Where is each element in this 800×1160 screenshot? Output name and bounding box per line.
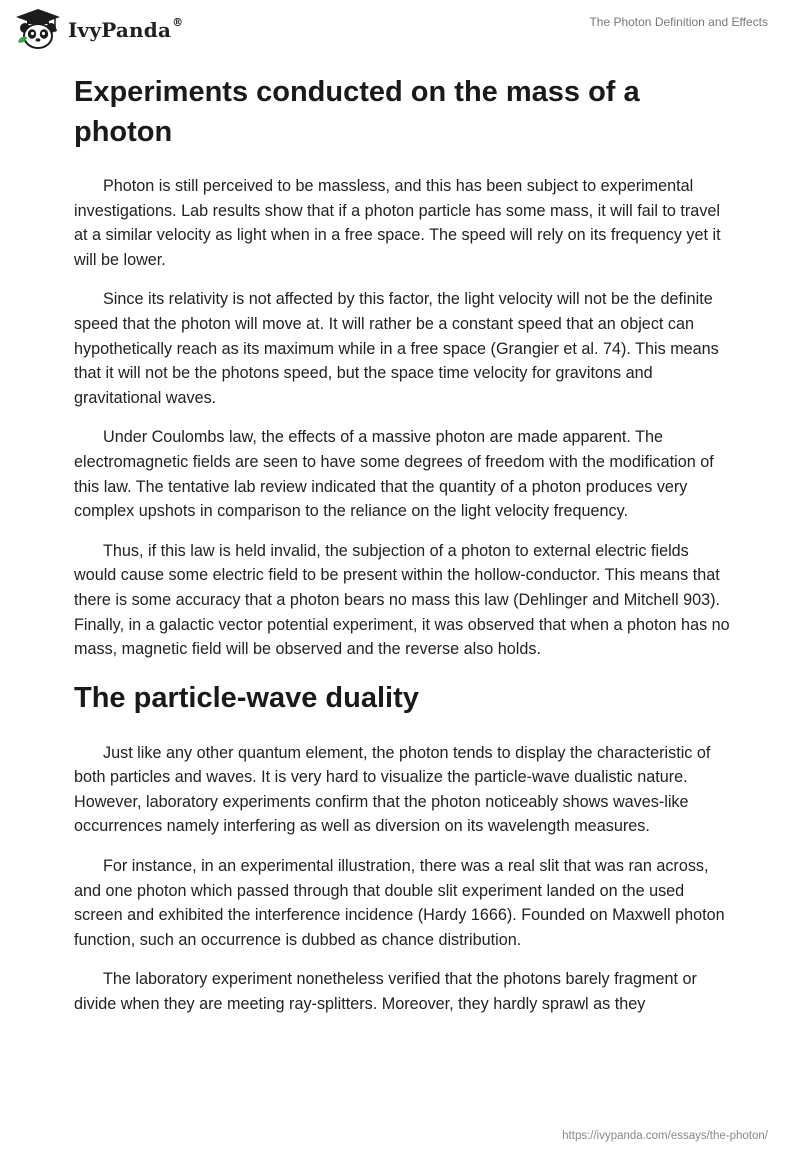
paragraph: Thus, if this law is held invalid, the subjection of a photon to external electric fields would cause some electric field to be present within the hollow-conductor. This means that there is some accuracy that a photon bears no mass this law (Dehlinger and Mitchell 903). Finally, in a galactic vector potential experiment, it was observed that when a photon has no mass, magnetic field will be observed and the reverse also holds.: [74, 541, 730, 659]
paragraph: Just like any other quantum element, the photon tends to display the characteristic of both particles and waves. It is very hard to visualize the particle-wave dualistic nature. However, laboratory experiments confirm that the photon noticeably shows waves-like occurrences namely interfering as well as diversion on its wavelength measures.: [74, 743, 711, 836]
section-heading-mass-of-photon: Experiments conducted on the mass of a photon: [74, 76, 640, 148]
brand-logo[interactable]: [14, 8, 183, 50]
paragraph: The laboratory experiment nonetheless verified that the photons barely fragment or divide when they are meeting ray-splitters. Moreover, they hardly sprawl as they: [74, 970, 697, 1014]
registered-mark: ®: [172, 16, 184, 30]
paragraph: For instance, in an experimental illustration, there was a real slit that was ran across, and one photon which passed through that double slit experiment landed on the used screen and exhibited the interference incidence (Hardy 1666). Founded on Maxwell photon function, such an occurrence is dubbed as chance distribution.: [74, 857, 725, 949]
essay-content: [74, 72, 734, 1032]
paragraph: Photon is still perceived to be massless, and this has been subject to experimental investigations. Lab results show that if a photon particle has some mass, it will fail to travel at a similar velocity as light when in a free space. The speed will rely on its frequency yet it will be lower.: [74, 177, 721, 269]
paragraph: Since its relativity is not affected by this factor, the light velocity will not be the definite speed that the photon will move at. It will rather be a constant speed that an object can hypothetically reach as its maximum while in a free space (Grangier et al. 74). This means that it will not be the photons speed, but the space time velocity for gravitons and gravitational waves.: [74, 290, 719, 407]
source-url[interactable]: https://ivypanda.com/essays/the-photon/: [562, 1130, 768, 1142]
page-header: [0, 0, 800, 70]
paragraph: Under Coulombs law, the effects of a massive photon are made apparent. The electromagnetic fields are seen to have some degrees of freedom with the modification of this law. The tentative lab review indicated that the quantity of a photon produces very complex upshots in comparison to the reliance on the light velocity frequency.: [74, 428, 714, 521]
section-heading-particle-wave-duality: The particle-wave duality: [74, 681, 419, 714]
brand-name: IvyPanda®: [68, 16, 184, 42]
document-title: The Photon Definition and Effects: [589, 15, 768, 29]
panda-graduation-cap-icon: [14, 8, 62, 50]
